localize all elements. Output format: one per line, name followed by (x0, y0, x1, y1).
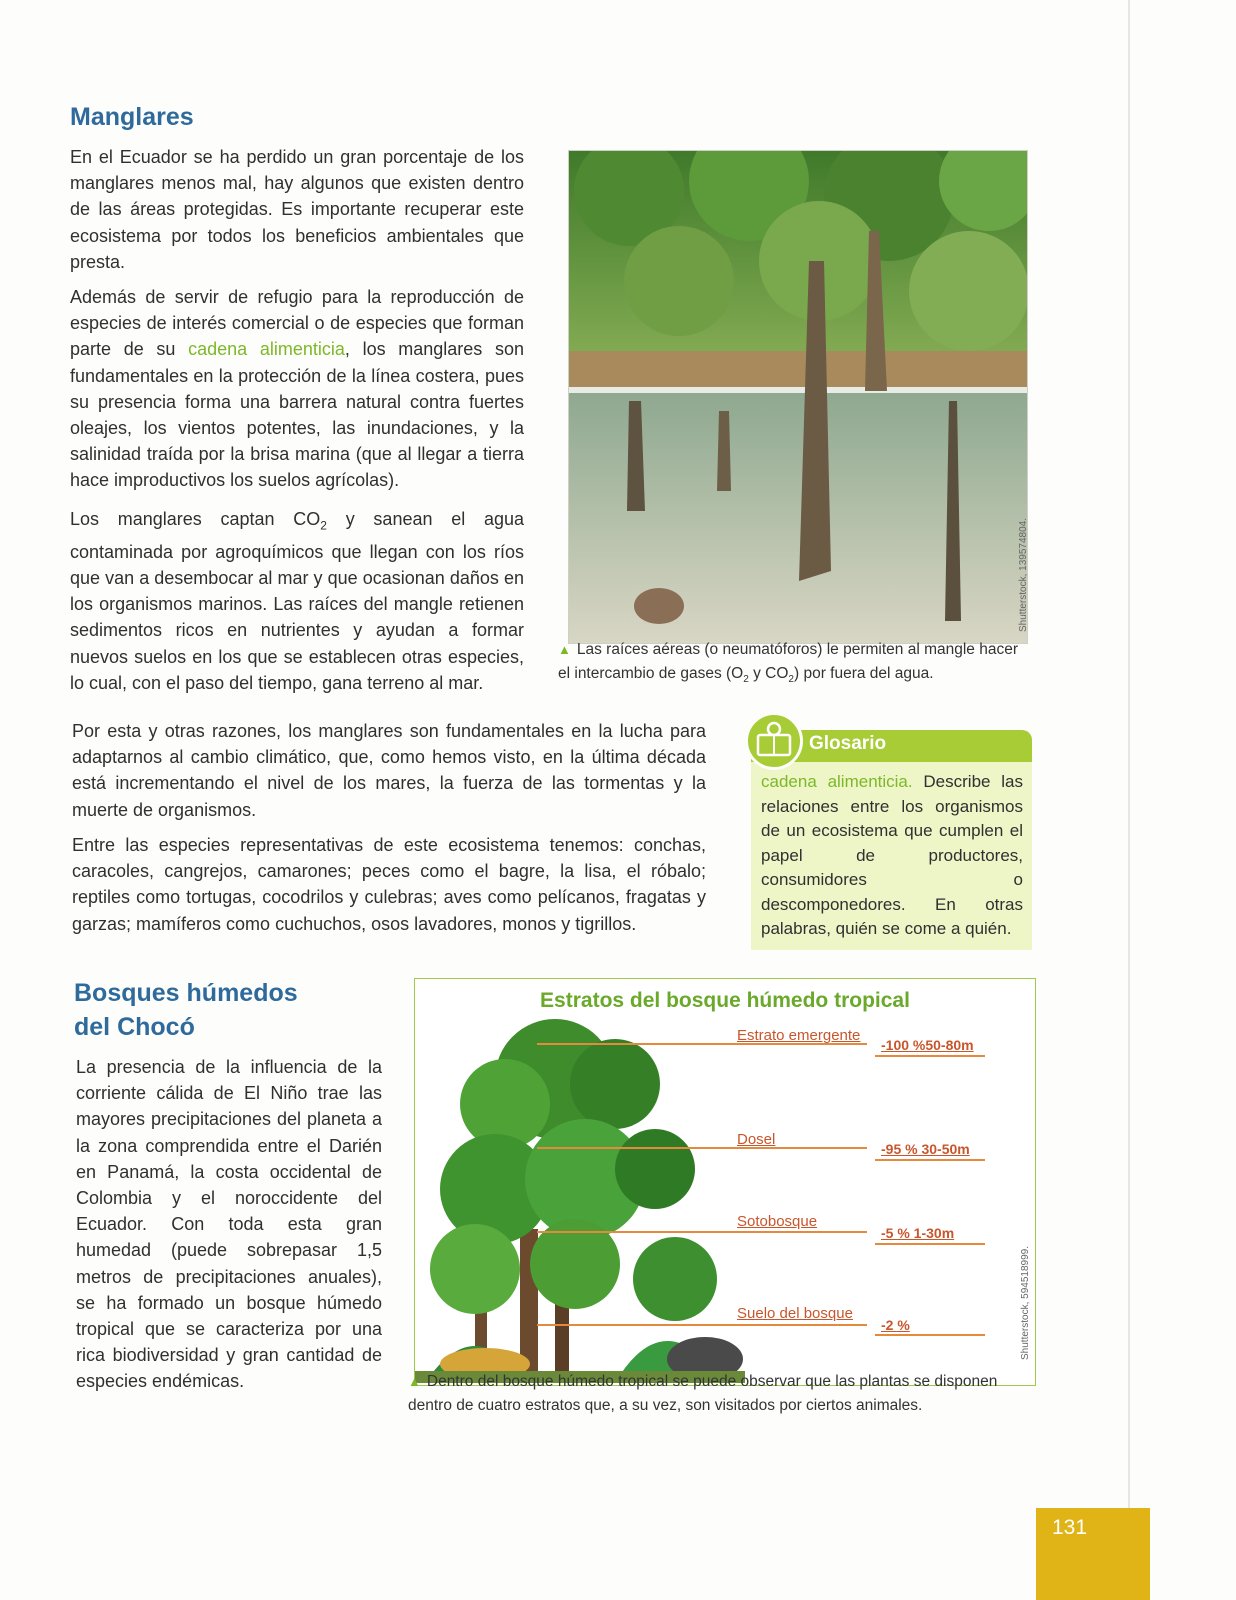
stratum-value-emergente: -100 %50-80m (881, 1037, 974, 1053)
diagram-credit: Shutterstock, 594518999. (1020, 1246, 1031, 1360)
p3-text-a: Los manglares captan CO (70, 509, 321, 529)
stratum-value-dosel: -95 % 30-50m (881, 1141, 970, 1157)
diagram-caption-triangle-icon: ▲ (408, 1374, 421, 1389)
stratum-line-suelo (537, 1324, 867, 1326)
diagram-caption-text: Dentro del bosque húmedo tropical se puede observar que las plantas se disponen dentro de cuatro estratos que, a su vez, son visitados por ciertos animales. (408, 1373, 998, 1414)
stratum-line-sotobosque-end (875, 1243, 985, 1245)
p3-text-b: y sanean el agua contaminada por agroquímicos que llegan con los ríos que van a desembocar al mar y que ocasionan daños en los organismos marinos. Las raíces del mangle retienen sedimentos ricos en nutrientes y ayudan a formar nuevos suelos en los que se establecen otras especies, lo cual, con el paso del tiempo, gana terreno al mar. (70, 509, 524, 693)
diagram-title: Estratos del bosque húmedo tropical (540, 989, 910, 1012)
stratum-line-dosel-end (875, 1159, 985, 1161)
glossary-term: cadena alimenticia. (761, 772, 913, 791)
caption-triangle-icon: ▲ (558, 642, 571, 657)
p3-sub: 2 (320, 518, 327, 533)
choco-paragraph: La presencia de la influencia de la corriente cálida de El Niño trae las mayores precipitaciones del planeta a la zona comprendida entre el Darién en Panamá, la costa occidental de Colombia y el noroccidente del Ecuador. Con toda esta gran humedad (puede sobrepasar 1,5 metros de precipitaciones anuales), se ha formado un bosque húmedo tropical que se caracteriza por una rica biodiversidad y gran cantidad de especies endémicas. (76, 1057, 382, 1392)
stratum-line-emergente-end (875, 1055, 985, 1057)
caption-text-b: ) por fuera del agua. (793, 665, 934, 682)
manglares-paragraph-5: Entre las especies representativas de este ecosistema tenemos: conchas, caracoles, cangrejos, camarones; peces como el bagre, la lisa, el róbalo; reptiles como tortugas, cocodrilos y culebras; aves como pelícanos, fragatas y garzas; mamíferos como cuchuchos, osos lavadores, monos y tigrillos. (72, 835, 706, 934)
stratum-label-suelo: Suelo del bosque (737, 1305, 853, 1322)
cadena-alimenticia-link[interactable]: cadena alimenticia (188, 339, 345, 360)
manglares-title: Manglares (70, 103, 194, 131)
stratum-value-sotobosque: -5 % 1-30m (881, 1225, 955, 1241)
caption-sub-1: 2 (743, 674, 749, 686)
caption-text-mid: y CO (748, 665, 789, 682)
glossary-book-icon (745, 712, 803, 770)
photo-caption (558, 638, 1028, 692)
diagram-caption (408, 1370, 1028, 1418)
manglares-paragraph-2 (70, 284, 524, 494)
page-number-tab (1036, 1508, 1150, 1600)
stratum-value-suelo: -2 % (881, 1317, 910, 1333)
manglares-paragraph-1: En el Ecuador se ha perdido un gran porcentaje de los manglares menos mal, hay algunos que existen dentro de las áreas protegidas. Es importante recuperar este ecosistema por todos los beneficios ambientales que presta. (70, 147, 524, 272)
stratum-line-sotobosque (537, 1231, 867, 1233)
p2-text-after: , los manglares son fundamentales en la protección de la línea costera, pues su presencia forma una barrera natural contra fuertes oleajes, los vientos potentes, las inundaciones, y la salinidad traída por la brisa marina (que al llegar a tierra hace improductivos los suelos agrícolas). (70, 339, 525, 491)
mangrove-photo (568, 150, 1028, 644)
glossary-definition-text: Describe las relaciones entre los organismos de un ecosistema que cumplen el papel de productores, consumidores o descomponedores. En otras palabras, quién se come a quién. (761, 772, 1024, 938)
choco-title-line-2: del Chocó (74, 1013, 195, 1041)
stratum-label-dosel: Dosel (737, 1131, 776, 1148)
mangrove-illustration (569, 151, 1027, 643)
page-edge (1128, 0, 1130, 1600)
manglares-paragraph-4: Por esta y otras razones, los manglares son fundamentales en la lucha para adaptarnos al cambio climático, que, como hemos visto, en la última década está incrementando el nivel de los mares, la fuerza de las tormentas y la muerte de organismos. (72, 721, 706, 820)
manglares-paragraph-3 (70, 506, 524, 696)
stratum-label-emergente: Estrato emergente (737, 1027, 861, 1044)
page-number: 131 (1052, 1516, 1088, 1539)
caption-sub-2: 2 (788, 674, 794, 686)
rainforest-illustration (415, 1009, 745, 1383)
choco-title-line-1: Bosques húmedos (74, 979, 298, 1007)
stratum-label-sotobosque: Sotobosque (737, 1213, 818, 1230)
p2-text-before: Además de servir de refugio para la reproducción de especies de interés comercial o de especies que forman parte de su (70, 287, 524, 360)
glossary-box (751, 730, 1032, 950)
photo-credit: Shutterstock, 139574804. (1018, 518, 1029, 632)
forest-strata-diagram (414, 978, 1036, 1386)
glossary-title: Glosario (809, 733, 887, 754)
glossary-definition (761, 770, 1023, 942)
stratum-line-dosel (537, 1147, 867, 1149)
stratum-line-suelo-end (875, 1334, 985, 1336)
caption-text-a: Las raíces aéreas (o neumatóforos) le permiten al mangle hacer el intercambio de gases (O (558, 641, 1018, 682)
